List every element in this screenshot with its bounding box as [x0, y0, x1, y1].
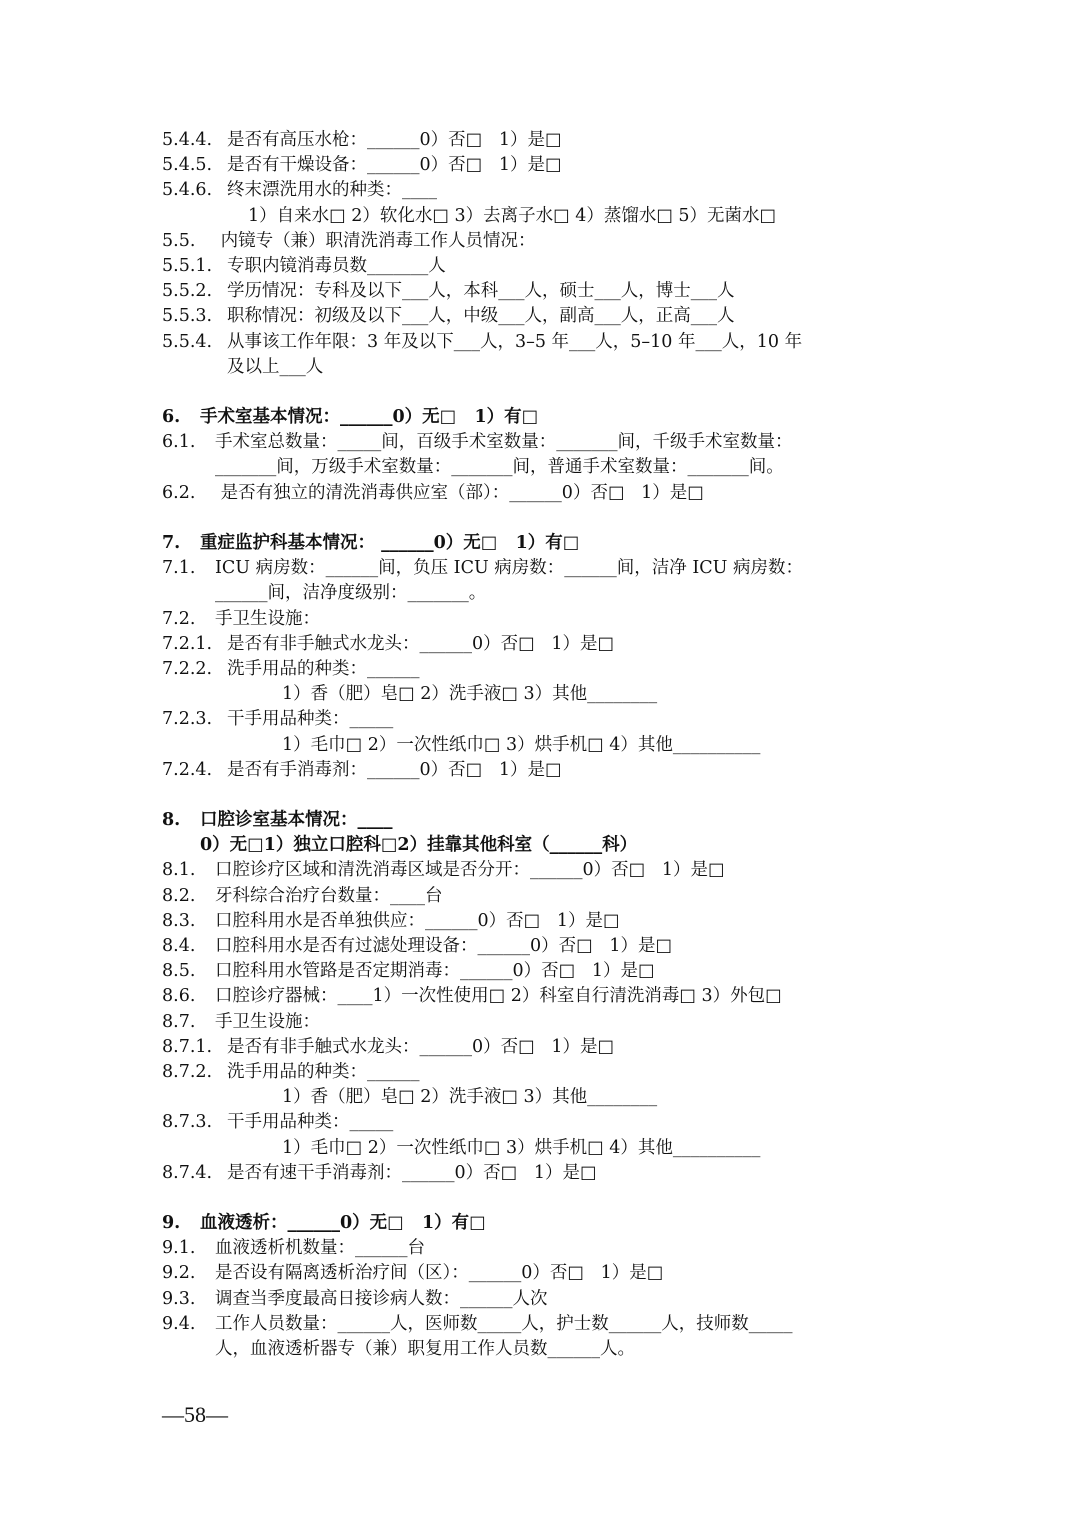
item-5-5-4: 5.5.4. 从事该工作年限：3 年及以下___人，3–5 年___人，5–10 年___人，10 年 [162, 331, 803, 352]
item-7-2: 7.2. 手卫生设施： [162, 608, 320, 629]
spacer [162, 506, 922, 531]
item-9-4: 9.4. 工作人员数量：______人，医师数_____人，护士数______人，技师数_____ [162, 1313, 793, 1334]
section-8-heading-options: 0）无□1）独立口腔科□2）挂靠其他科室（______科） [200, 835, 638, 856]
item-6-2: 6.2. 是否有独立的清洗消毒供应室（部）：______0）否□ 1）是□ [162, 482, 704, 503]
item-7-2-2-options: 1）香（肥）皂□ 2）洗手液□ 3）其他________ [282, 684, 658, 705]
section-7-heading: 7. 重症监护科基本情况： ______0）无□ 1）有□ [162, 533, 580, 553]
item-8-7-4: 8.7.4. 是否有速干手消毒剂：______0）否□ 1）是□ [162, 1162, 597, 1183]
item-8-7-3: 8.7.3. 干手用品种类：_____ [162, 1112, 394, 1133]
item-5-5-4-cont: 及以上___人 [227, 356, 324, 377]
item-5-5-1: 5.5.1. 专职内镜消毒员数_______人 [162, 255, 446, 276]
item-5-4-6: 5.4.6. 终末漂洗用水的种类：____ [162, 180, 437, 201]
page-number: —58— [162, 1402, 228, 1427]
item-8-5: 8.5. 口腔科用水管路是否定期消毒：______0）否□ 1）是□ [162, 961, 655, 982]
item-9-3: 9.3. 调查当季度最高日接诊病人数：______人次 [162, 1288, 548, 1309]
questionnaire-page [162, 128, 922, 1362]
spacer [162, 1186, 922, 1211]
item-6-1: 6.1. 手术室总数量：_____间，百级手术室数量：_______间，千级手术室数量： [162, 432, 793, 453]
item-8-7: 8.7. 手卫生设施： [162, 1011, 320, 1032]
item-8-7-2-options: 1）香（肥）皂□ 2）洗手液□ 3）其他________ [282, 1087, 658, 1108]
item-7-2-1: 7.2.1. 是否有非手触式水龙头：______0）否□ 1）是□ [162, 633, 615, 654]
item-8-7-1: 8.7.1. 是否有非手触式水龙头：______0）否□ 1）是□ [162, 1036, 615, 1057]
item-5-5: 5.5. 内镜专（兼）职清洗消毒工作人员情况： [162, 230, 536, 251]
item-8-4: 8.4. 口腔科用水是否有过滤处理设备：______0）否□ 1）是□ [162, 936, 673, 956]
item-8-3: 8.3. 口腔科用水是否单独供应：______0）否□ 1）是□ [162, 910, 620, 931]
item-5-4-4: 5.4.4. 是否有高压水枪：______0）否□ 1）是□ [162, 130, 562, 150]
item-7-2-2: 7.2.2. 洗手用品的种类：______ [162, 658, 420, 679]
item-5-4-5: 5.4.5. 是否有干燥设备：______0）否□ 1）是□ [162, 155, 562, 176]
section-8-heading: 8. 口腔诊室基本情况：____ [162, 810, 393, 831]
item-8-2: 8.2. 牙科综合治疗台数量：____台 [162, 885, 443, 906]
spacer [162, 380, 922, 405]
item-7-1-cont: ______间，洁净度级别：_______。 [215, 583, 487, 604]
item-7-2-3: 7.2.3. 干手用品种类：_____ [162, 709, 394, 730]
item-7-2-4: 7.2.4. 是否有手消毒剂：______0）否□ 1）是□ [162, 759, 562, 780]
item-5-4-6-options: 1）自来水□ 2）软化水□ 3）去离子水□ 4）蒸馏水□ 5）无菌水□ [248, 205, 777, 226]
item-5-5-3: 5.5.3. 职称情况：初级及以下___人，中级___人，副高___人，正高___人 [162, 306, 735, 327]
item-9-2: 9.2. 是否设有隔离透析治疗间（区）：______0）否□ 1）是□ [162, 1263, 664, 1284]
section-9-heading: 9. 血液透析：______0）无□ 1）有□ [162, 1213, 486, 1234]
item-7-1: 7.1. ICU 病房数：______间，负压 ICU 病房数：______间，洁净 ICU 病房数： [162, 558, 803, 579]
spacer [162, 783, 922, 808]
item-5-5-2: 5.5.2. 学历情况：专科及以下___人，本科___人，硕士___人，博士___人 [162, 281, 735, 302]
item-9-4-cont: 人，血液透析器专（兼）职复用工作人员数______人。 [215, 1339, 635, 1359]
item-8-7-3-options: 1）毛巾□ 2）一次性纸巾□ 3）烘手机□ 4）其他__________ [282, 1137, 761, 1158]
item-8-6: 8.6. 口腔诊疗器械：____1）一次性使用□ 2）科室自行清洗消毒□ 3）外包□ [162, 986, 782, 1007]
item-9-1: 9.1. 血液透析机数量：______台 [162, 1238, 425, 1259]
item-8-7-2: 8.7.2. 洗手用品的种类：______ [162, 1061, 420, 1082]
section-6-heading: 6. 手术室基本情况：______0）无□ 1）有□ [162, 407, 539, 428]
item-8-1: 8.1. 口腔诊疗区域和清洗消毒区域是否分开：______0）否□ 1）是□ [162, 860, 725, 881]
item-7-2-3-options: 1）毛巾□ 2）一次性纸巾□ 3）烘手机□ 4）其他__________ [282, 734, 761, 755]
item-6-1-cont: _______间，万级手术室数量：_______间，普通手术室数量：_______间。 [215, 457, 784, 478]
